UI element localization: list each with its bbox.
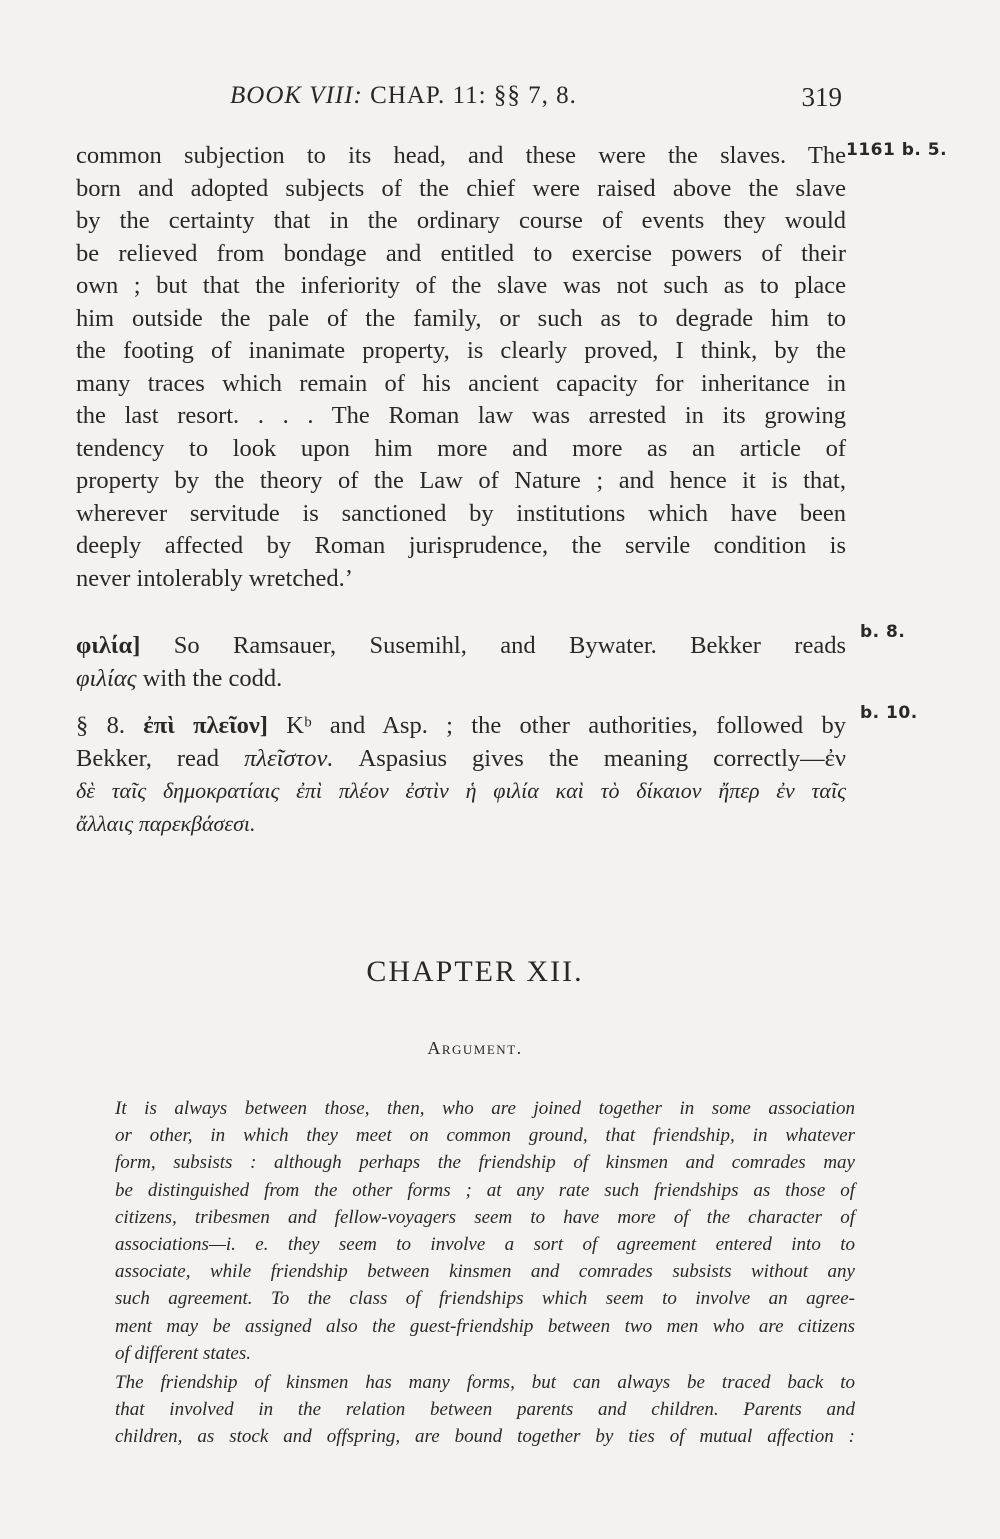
chapter-title: CHAPTER XII. [366, 955, 584, 988]
argument-line: of different states. [115, 1342, 251, 1364]
argument-line: The friendship of kinsmen has many forms, but can always be traced back to [115, 1372, 855, 1394]
note-text: with the codd. [142, 664, 283, 692]
running-head [230, 82, 577, 110]
margin-note-b8: b. 8. [860, 622, 906, 642]
body-line: the last resort. . . . The Roman law was arrested in its growing [76, 402, 846, 429]
body-line: many traces which remain of his ancient capacity for inheritance in [76, 369, 846, 397]
body-line: property by the theory of the Law of Nature ; and hence it is that, [76, 467, 846, 494]
quoted-paragraph [76, 140, 846, 595]
page-header [230, 82, 850, 122]
body-line: be relieved from bondage and entitled to exercise powers of their [76, 239, 846, 267]
body-line: him outside the pale of the family, or such as to degrade him to [76, 304, 846, 332]
argument-line: ment may be assigned also the guest-friendship between two men who are citizens [115, 1315, 855, 1337]
running-head-book: BOOK VIII: [230, 82, 363, 109]
margin-note-b10: b. 10. [860, 703, 918, 723]
note-epi-pleion [76, 710, 846, 840]
argument-line: form, subsists : although perhaps the friendship of kinsmen and comrades may [115, 1152, 855, 1174]
body-line: own ; but that the inferiority of the slave was not such as to place [76, 272, 846, 299]
argument-line: or other, in which they meet on common ground, that friendship, in whatever [115, 1125, 855, 1147]
argument-text [115, 1095, 855, 1451]
running-head-chapter: CHAP. 11: §§ 7, 8. [370, 82, 577, 109]
body-line: born and adopted subjects of the chief were raised above the slave [76, 174, 846, 202]
body-line: deeply affected by Roman jurisprudence, the servile condition is [76, 532, 846, 559]
note-section: § 8. [76, 712, 125, 739]
note-greek-quote: ἄλλαις παρεκβάσεσι. [76, 810, 256, 836]
note-text: Bekker, read [76, 744, 220, 772]
body-line: wherever servitude is sanctioned by institutions which have been [76, 499, 846, 527]
note-text: So Ramsauer, Susemihl, and Bywater. Bekker reads [173, 632, 846, 659]
page-number: 319 [801, 82, 842, 112]
body-line: never intolerably wretched.’ [76, 564, 353, 592]
body-line: common subjection to its head, and these were the slaves. The [76, 142, 846, 169]
argument-line: such agreement. To the class of friendships which seem to involve an agree- [115, 1288, 855, 1310]
note-lemma: ἐπὶ πλεῖον] [143, 712, 268, 739]
argument-line: associations—i. e. they seem to involve a sort of agreement entered into to [115, 1234, 855, 1256]
note-greek: φιλίας [76, 664, 137, 692]
note-text: Aspasius gives the meaning correctly—ἐν [358, 744, 846, 772]
note-philia [76, 630, 846, 695]
argument-line: associate, while friendship between kinsmen and comrades subsists without any [115, 1261, 855, 1283]
argument-line: children, as stock and offspring, are bound together by ties of mutual affection : [115, 1426, 855, 1448]
argument-line: be distinguished from the other forms ; at any rate such friendships as those of [115, 1179, 855, 1201]
argument-line: that involved in the relation between parents and children. Parents and [115, 1399, 855, 1421]
note-lemma: φιλία] [76, 632, 141, 659]
note-greek-quote: δὲ ταῖς δημοκρατίαις ἐπὶ πλέον ἐστὶν ἡ φιλία καὶ τὸ δίκαιον ἤπερ ἐν ταῖς [76, 778, 846, 803]
argument-heading: Argument. [427, 1038, 523, 1058]
body-line: tendency to look upon him more and more as an article of [76, 434, 846, 462]
note-text: Kᵇ and Asp. ; the other authorities, followed by [286, 712, 846, 739]
argument-line: It is always between those, then, who are joined together in some association [115, 1098, 855, 1119]
body-line: the footing of inanimate property, is clearly proved, I think, by the [76, 337, 846, 364]
argument-line: citizens, tribesmen and fellow-voyagers seem to have more of the character of [115, 1206, 855, 1228]
body-line: by the certainty that in the ordinary course of events they would [76, 207, 846, 234]
margin-note-1161b5: 1161 b. 5. [846, 140, 948, 160]
note-greek: πλεῖστον. [244, 744, 334, 772]
